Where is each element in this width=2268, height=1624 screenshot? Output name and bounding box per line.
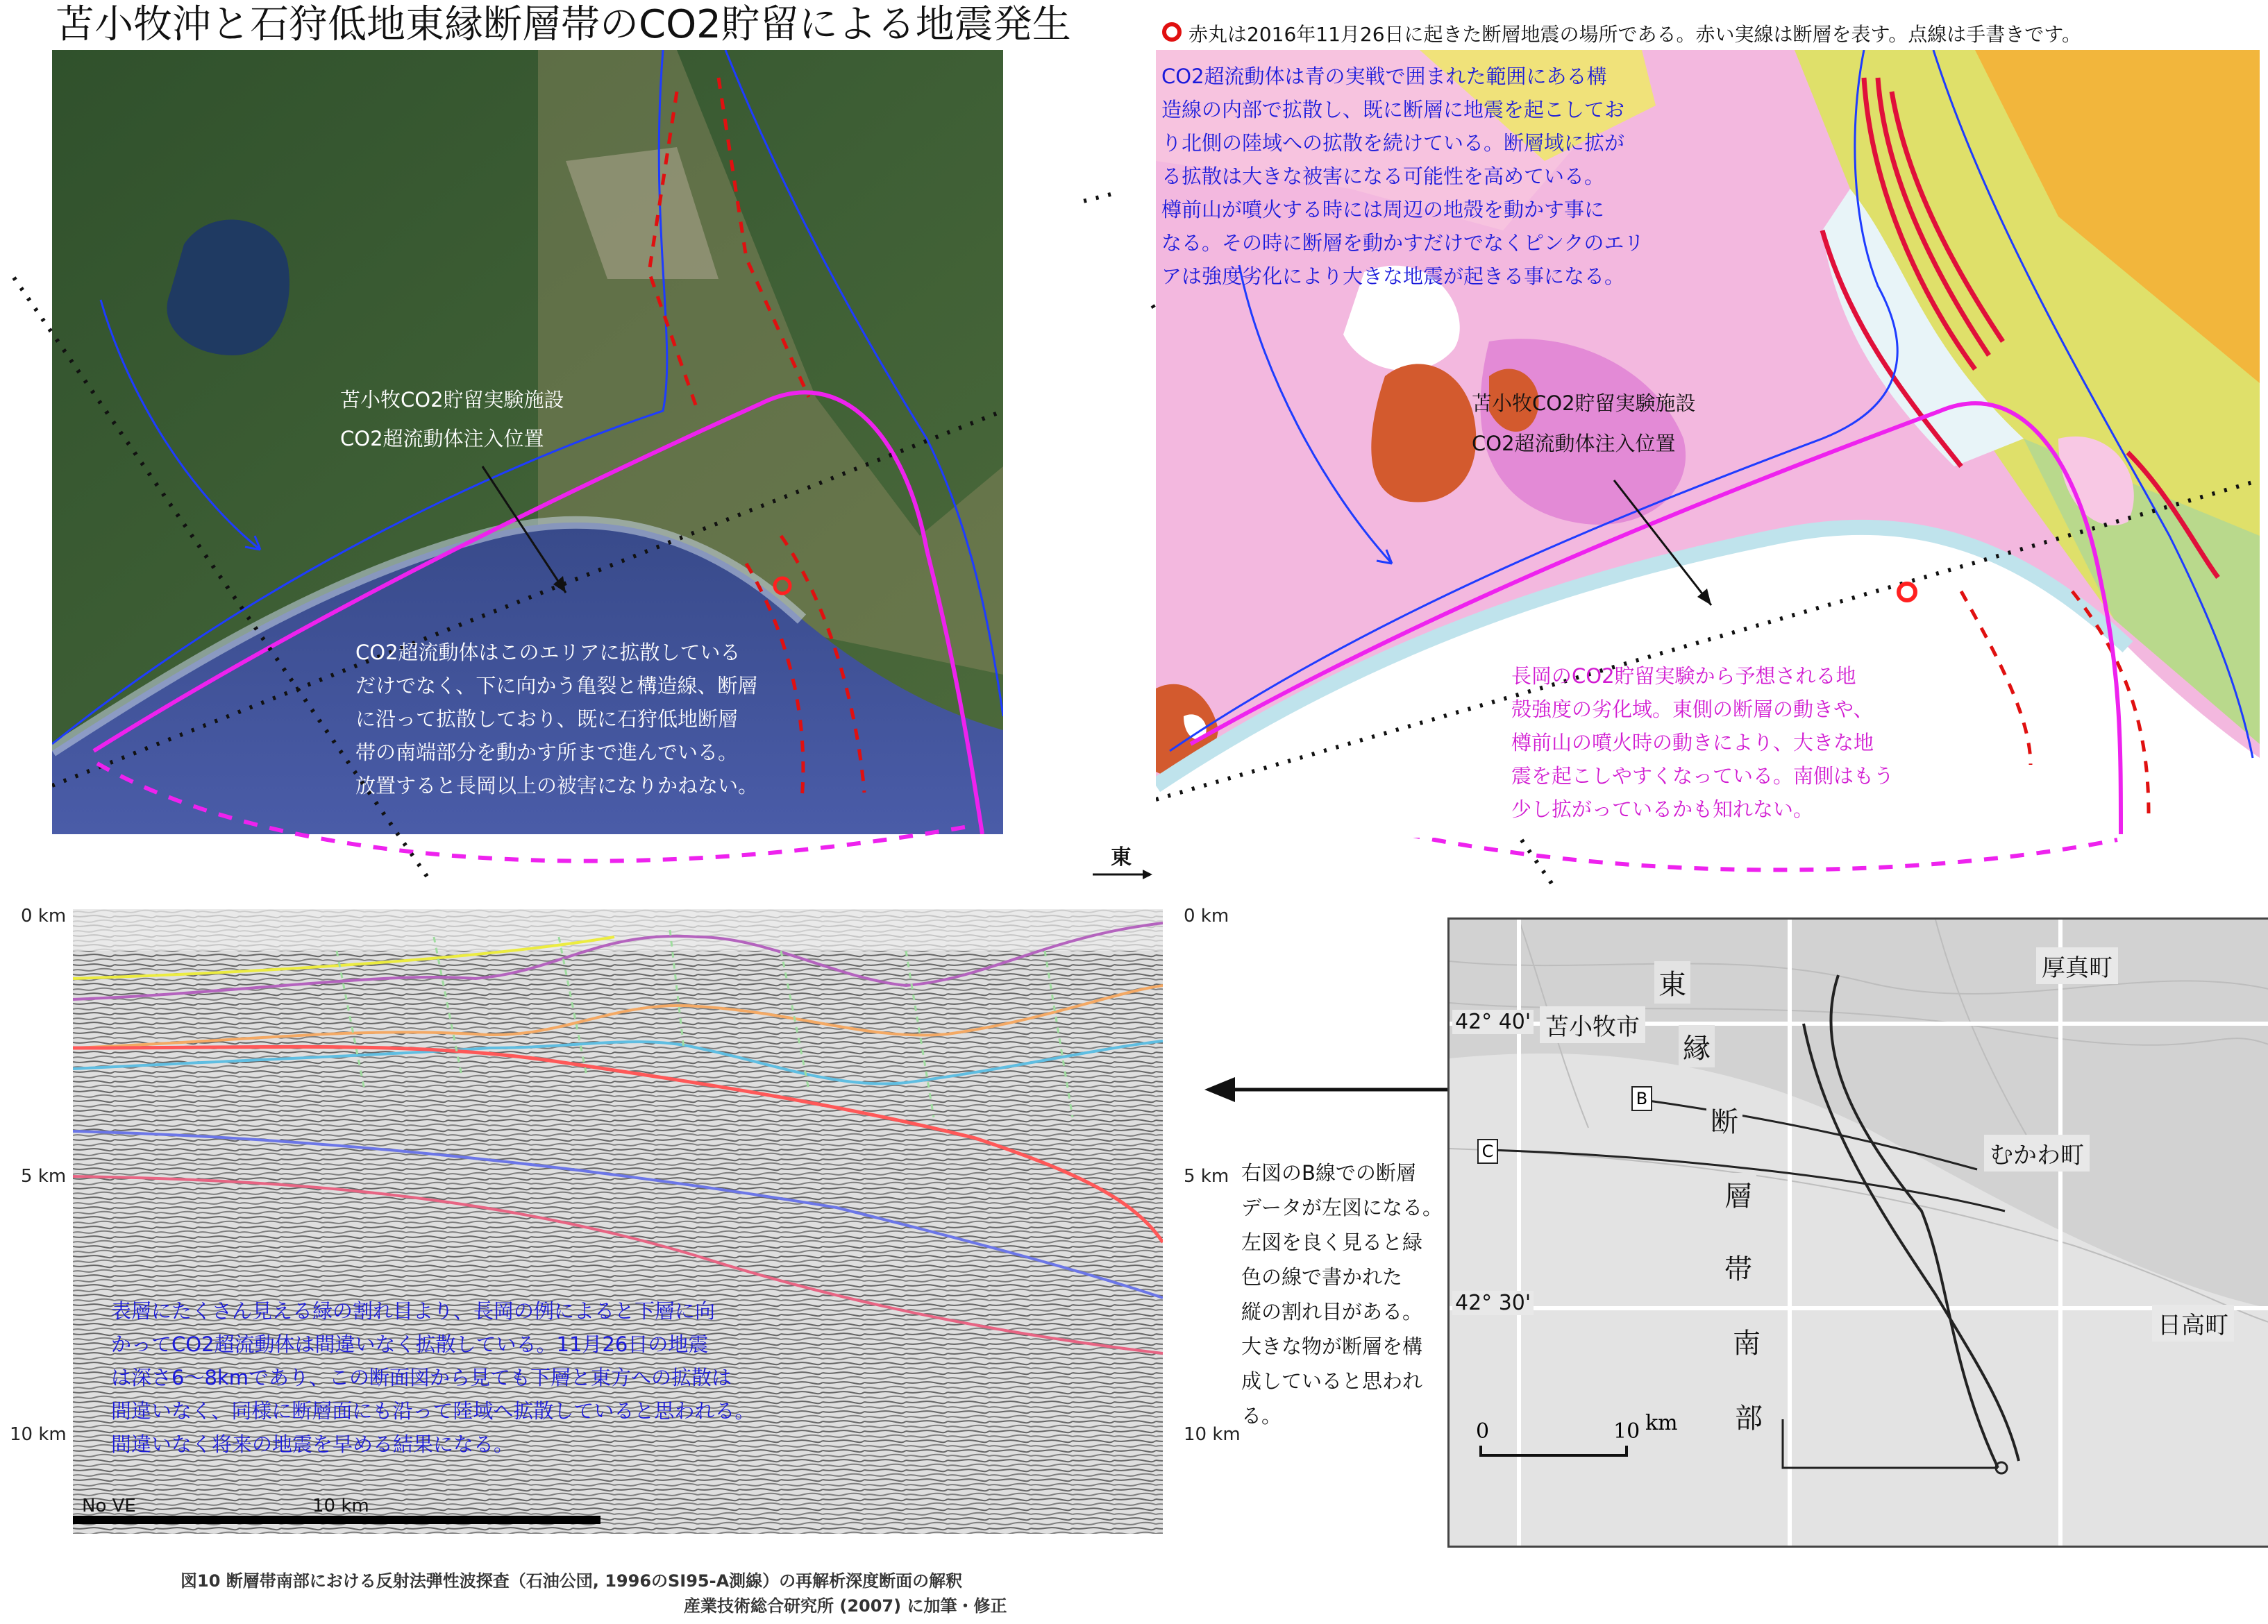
scale-bar-label: 10 km <box>312 1496 369 1516</box>
note-line: 色の線で書かれた <box>1241 1265 1403 1289</box>
fault-char-1: 東 <box>1654 961 1690 1004</box>
red-circle-marker-icon <box>1161 21 1183 43</box>
scale-unit: km <box>1645 1411 1678 1435</box>
note-line: り北側の陸域への拡散を続けている。断層域に拡が <box>1161 131 1625 155</box>
geology-blue-note <box>1161 60 1644 293</box>
fault-char-3: 断 <box>1706 1099 1742 1141</box>
satellite-facility-label <box>340 380 564 458</box>
index-map-panel <box>1447 917 2268 1548</box>
fault-char-5: 帯 <box>1720 1246 1756 1288</box>
note-line: 少し拡がっているかも知れない。 <box>1511 797 1814 821</box>
depth-left-0: 0 km <box>21 906 67 927</box>
depth-right-0: 0 km <box>1184 906 1229 927</box>
note-line: 表層にたくさん見える緑の割れ目より、長岡の例によると下層に向 <box>111 1299 716 1323</box>
place-tomakomai: 苫小牧市 <box>1540 1006 1645 1043</box>
fault-char-2: 縁 <box>1679 1025 1715 1067</box>
note-line: 樽前山の噴火時の動きにより、大きな地 <box>1511 731 1874 754</box>
satellite-diffusion-note <box>355 636 758 802</box>
note-line: 大きな物が断層を構 <box>1241 1335 1423 1358</box>
facility-label-line: 苫小牧CO2貯留実験施設 <box>1472 391 1696 415</box>
fault-char-4: 層 <box>1720 1173 1756 1215</box>
seismic-blue-note <box>111 1294 755 1461</box>
place-hidaka: 日高町 <box>2152 1305 2234 1342</box>
facility-label-line: CO2超流動体注入位置 <box>340 427 544 450</box>
note-line: 間違いなく、同様に断層面にも沿って陸域へ拡散していると思われる。 <box>111 1399 755 1423</box>
note-line: かってCO2超流動体は間違いなく拡散している。11月26日の地震 <box>111 1333 709 1356</box>
note-line: CO2超流動体は青の実戦で囲まれた範囲にある構 <box>1161 65 1607 88</box>
scale-ten: 10 <box>1613 1419 1640 1444</box>
figure-source: 産業技術総合研究所 (2007) に加筆・修正 <box>684 1596 1007 1616</box>
figure-caption: 図10 断層帯南部における反射法弾性波探査（石油公団, 1996のSI95-A測線）の再解析深度断面の解釈 <box>180 1571 963 1591</box>
facility-label-line: 苫小牧CO2貯留実験施設 <box>340 388 564 412</box>
depth-left-5: 5 km <box>21 1166 67 1187</box>
page-title: 苫小牧沖と石狩低地東縁断層帯のCO2貯留による地震発生 <box>56 2 1071 47</box>
note-line: る。 <box>1241 1404 1282 1428</box>
latitude-42-30: 42° 30' <box>1452 1291 1534 1315</box>
note-line: 縦の割れ目がある。 <box>1241 1300 1423 1323</box>
depth-left-10: 10 km <box>10 1424 67 1445</box>
latitude-42-40: 42° 40' <box>1452 1010 1534 1034</box>
top-note-text: 赤丸は2016年11月26日に起きた断層地震の場所である。赤い実線は断層を表す。点線は手書きです。 <box>1188 23 2082 46</box>
note-line: 帯の南端部分を動かす所まで進んでいる。 <box>355 741 739 764</box>
geology-magenta-note <box>1511 659 1894 826</box>
note-line: 長岡のCO2貯留実験から予想される地 <box>1511 664 1856 688</box>
geology-map-panel <box>1156 50 2260 838</box>
note-line: 造線の内部で拡散し、既に断層に地震を起こしてお <box>1161 98 1625 121</box>
note-line: 樽前山が噴火する時には周辺の地殻を動かす事に <box>1161 198 1605 221</box>
note-line: 震を起こしやすくなっている。南側はもう <box>1511 764 1895 788</box>
scale-zero: 0 <box>1476 1419 1490 1444</box>
note-line: 間違いなく将来の地震を早める結果になる。 <box>111 1432 514 1456</box>
note-line: なる。その時に断層を動かすだけでなくピンクのエリ <box>1161 231 1645 255</box>
place-atsuma: 厚真町 <box>2036 947 2118 984</box>
east-arrow-icon <box>1091 868 1154 881</box>
depth-right-5: 5 km <box>1184 1166 1229 1187</box>
note-line: アは強度劣化により大きな地震が起きる事になる。 <box>1161 264 1625 288</box>
depth-right-10: 10 km <box>1184 1424 1241 1445</box>
geology-facility-label <box>1472 383 1696 464</box>
note-line: データが左図になる。 <box>1241 1196 1443 1219</box>
note-line: 成していると思われ <box>1241 1369 1423 1393</box>
note-line: は深さ6～8kmであり、この断面図から見ても下層と東方への拡散は <box>111 1366 732 1389</box>
fault-char-6: 南 <box>1729 1320 1765 1362</box>
facility-label-line: CO2超流動体注入位置 <box>1472 432 1676 455</box>
line-c-label: C <box>1477 1139 1498 1164</box>
note-line: だけでなく、下に向かう亀裂と構造線、断層 <box>355 674 758 697</box>
place-mukawa: むかわ町 <box>1984 1135 2090 1172</box>
note-line: CO2超流動体はこのエリアに拡散している <box>355 641 741 664</box>
fault-char-7: 部 <box>1731 1395 1767 1437</box>
note-line: 右図のB線での断層 <box>1241 1161 1416 1185</box>
line-b-label: B <box>1631 1086 1652 1111</box>
note-line: 左図を良く見ると緑 <box>1241 1230 1423 1254</box>
east-label: 東 <box>1111 845 1132 870</box>
note-line: る拡散は大きな被害になる可能性を高めている。 <box>1161 164 1605 188</box>
satellite-map-panel <box>52 50 1003 834</box>
note-line: に沿って拡散しており、既に石狩低地断層 <box>355 707 739 731</box>
middle-note <box>1241 1156 1443 1433</box>
nove-label: No VE <box>82 1496 136 1516</box>
note-line: 放置すると長岡以上の被害になりかねない。 <box>355 774 759 797</box>
note-line: 殻強度の劣化域。東側の断層の動きや、 <box>1511 697 1874 721</box>
